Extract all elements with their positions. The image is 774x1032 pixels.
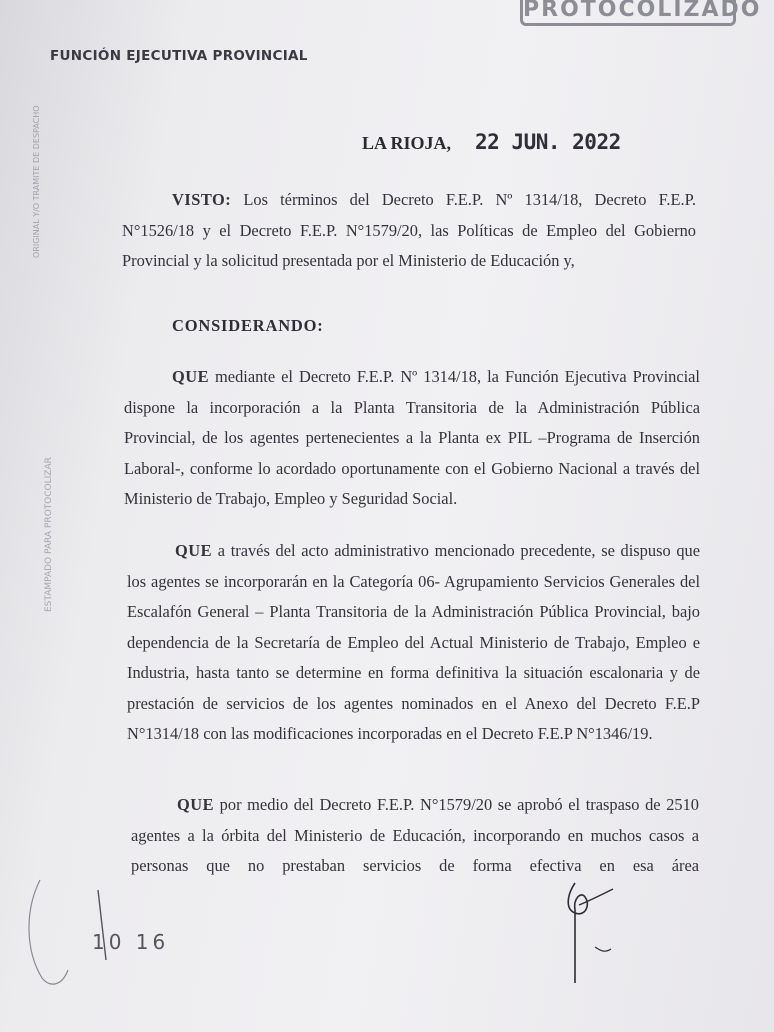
que-label-1: QUE	[172, 367, 210, 386]
que-label-2: QUE	[175, 541, 213, 560]
signature-mark	[545, 875, 645, 995]
place-name: LA RIOJA,	[362, 133, 452, 153]
que-paragraph-2	[127, 536, 700, 750]
date-line	[362, 130, 621, 154]
que-paragraph-1	[124, 362, 700, 515]
que-label-3: QUE	[177, 795, 215, 814]
document-header: FUNCIÓN EJECUTIVA PROVINCIAL	[50, 48, 308, 64]
que-text-3: por medio del Decreto F.E.P. N°1579/20 se aprobó el traspaso de 2510 agentes a la órbita del Ministerio de Educación, incorporando en muchos casos a personas que no prestaban servicios de forma efectiva en esa área	[131, 795, 699, 875]
protocolizado-stamp: PROTOCOLIZADO	[520, 0, 736, 26]
folio-number: 10 16	[92, 930, 170, 954]
que-paragraph-3	[131, 790, 699, 882]
considerando-heading: CONSIDERANDO:	[172, 316, 324, 335]
side-stamp-1: ORIGINAL Y/O TRAMITE DE DESPACHO	[32, 105, 41, 258]
que-text-2: a través del acto administrativo mencionado precedente, se dispuso que los agentes se incorporarán en la Categoría 06- Agrupamiento Servicios Generales del Escalafón General – Planta Transitoria de la Administración Pública Provincial, bajo dependencia de la Secretaría de Empleo del Actual Ministerio de Trabajo, Empleo e Industria, hasta tanto se determine en forma definitiva la situación escalonaria y de prestación de servicios de los agentes nominados en el Anexo del Decreto F.E.P N°1314/18 con las modificaciones incorporadas en el Decreto F.E.P N°1346/19.	[127, 541, 700, 743]
side-stamp-2: ESTAMPADO PARA PROTOCOLIZAR	[44, 457, 54, 612]
visto-paragraph	[122, 185, 696, 277]
visto-text: Los términos del Decreto F.E.P. Nº 1314/18, Decreto F.E.P. N°1526/18 y el Decreto F.E.P. N°1579/20, las Políticas de Empleo del Gobierno Provincial y la solicitud presentada por el Ministerio de Educación y,	[122, 190, 696, 270]
visto-label: VISTO:	[172, 190, 232, 209]
que-text-1: mediante el Decreto F.E.P. Nº 1314/18, la Función Ejecutiva Provincial dispone la incorporación a la Planta Transitoria de la Administración Pública Provincial, de los agentes pertenecientes a la Planta ex PIL –Programa de Inserción Laboral-, conforme lo acordado oportunamente con el Gobierno Nacional a través del Ministerio de Trabajo, Empleo y Seguridad Social.	[124, 367, 700, 508]
stamped-date: 22 JUN. 2022	[475, 130, 621, 154]
